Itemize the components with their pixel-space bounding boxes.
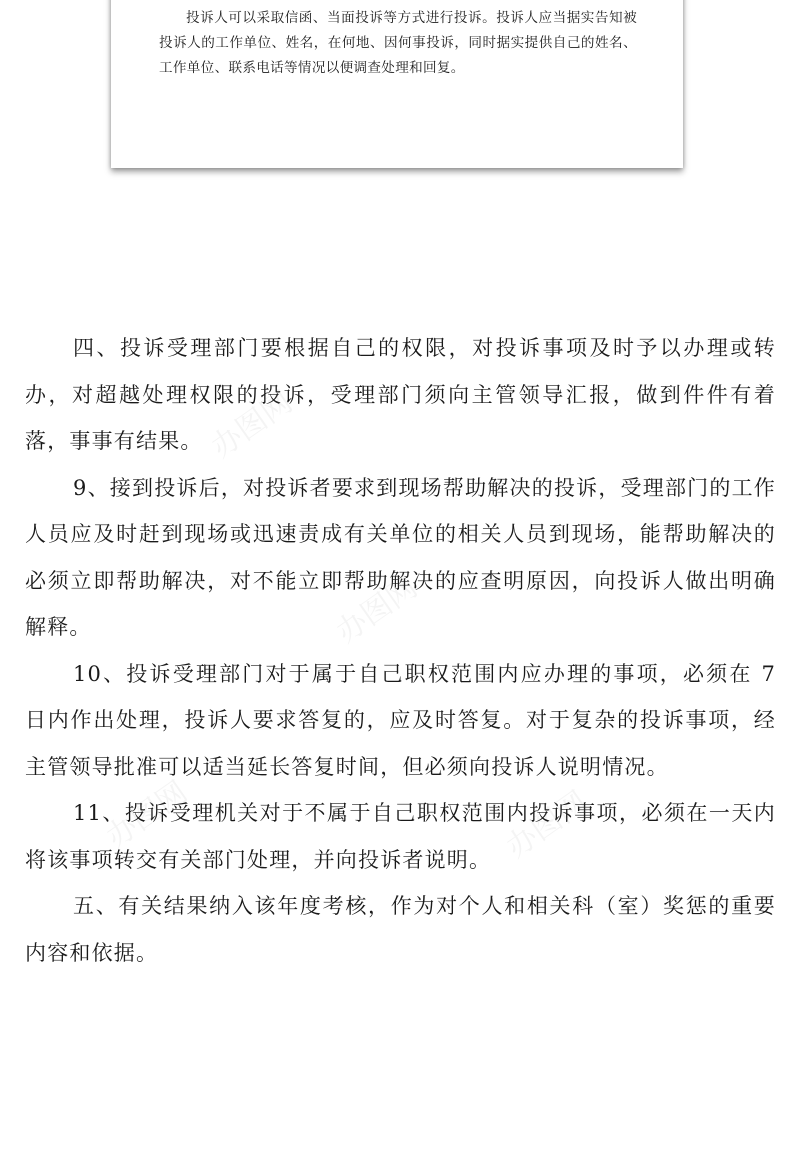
paragraph-9: 9、接到投诉后，对投诉者要求到现场帮助解决的投诉，受理部门的工作人员应及时赶到现场或迅速责成有关单位的相关人员到现场，能帮助解决的必须立即帮助解决，对不能立即帮助解决的应查明原因，向投诉人做出明确解释。 — [25, 475, 776, 639]
paragraph-5: 五、有关结果纳入该年度考核，作为对个人和相关科（室）奖惩的重要内容和依据。 — [25, 894, 776, 965]
watermark-logo: 办图网 — [205, 384, 299, 466]
watermark-logo: 办图网 — [330, 569, 424, 651]
watermark-logo: 办图网 — [100, 774, 194, 856]
paragraph-10: 10、投诉受理部门对于属于自己职权范围内应办理的事项，必须在 7 日内作出处理，投诉人要求答复的，应及时答复。对于复杂的投诉事项，经主管领导批准可以适当延长答复时间，但必须向投诉人说明情况。 — [25, 661, 776, 779]
document-body — [25, 325, 776, 976]
paragraph-11: 11、投诉受理机关对于不属于自己职权范围内投诉事项，必须在一天内将该事项转交有关部门处理，并向投诉者说明。 — [25, 801, 776, 872]
card-paragraph: 投诉人可以采取信函、当面投诉等方式进行投诉。投诉人应当据实告知被投诉人的工作单位、姓名，在何地、因何事投诉，同时据实提供自己的姓名、工作单位、联系电话等情况以便调查处理和回复。 — [159, 10, 637, 76]
document-card — [111, 0, 683, 168]
watermark-logo: 办图网 — [500, 784, 594, 866]
paragraph-4: 四、投诉受理部门要根据自己的权限，对投诉事项及时予以办理或转办，对超越处理权限的投诉，受理部门须向主管领导汇报，做到件件有着落，事事有结果。 — [25, 336, 776, 453]
